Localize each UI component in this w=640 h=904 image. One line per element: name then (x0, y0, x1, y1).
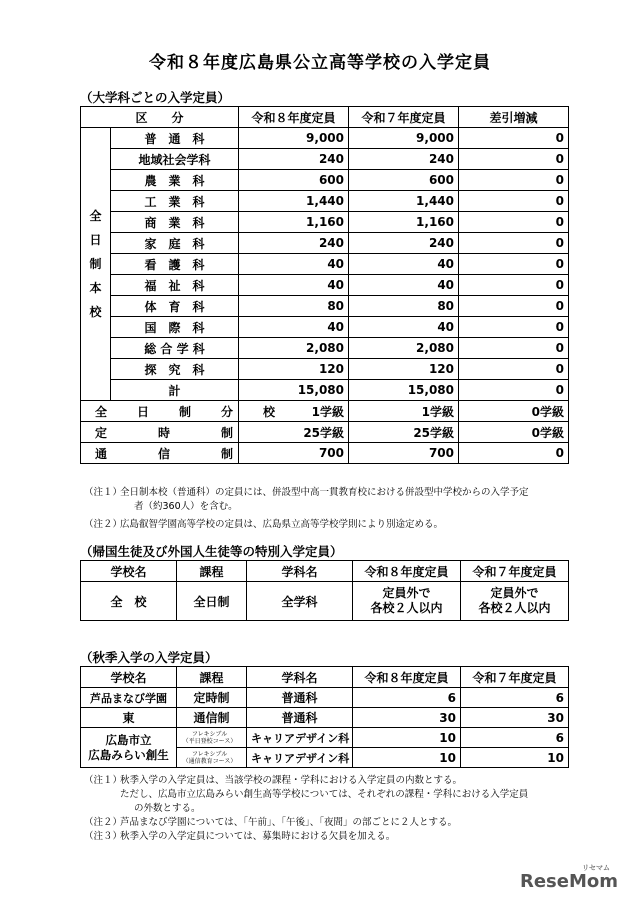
diff-value: 0 (459, 128, 569, 149)
note-text: 芦品まなび学園については、「午前」、「午後」、「夜間」の部ごとに２人とする。 (120, 817, 458, 828)
header-r7: 令和７年度定員 (461, 561, 569, 582)
r8-value: 120 (239, 359, 349, 380)
diff-value: 0 (459, 296, 569, 317)
dept-name: 探 究 科 (111, 359, 239, 380)
diff-value: 0 (459, 233, 569, 254)
diff-value: 0 (459, 317, 569, 338)
r8-value: 240 (239, 149, 349, 170)
autumn-capacity-table (80, 666, 569, 768)
note-text: ただし、広島市立広島みらい創生高等学校については、それぞれの課程・学科における入学定員 (120, 789, 529, 800)
diff-value: 0学級 (459, 422, 569, 443)
note-label: （注１） (84, 775, 123, 786)
r8-value: 80 (239, 296, 349, 317)
diff-value: 0 (459, 359, 569, 380)
table-row (81, 443, 569, 464)
school-name: 芦品まなび学園 (81, 688, 177, 708)
header-r8: 令和８年度定員 (353, 667, 461, 688)
logo-text: ReseMom (519, 871, 618, 892)
diff-value: 0 (459, 170, 569, 191)
r8-value: 40 (239, 317, 349, 338)
r7-value: 2,080 (349, 338, 459, 359)
special-capacity-table (80, 560, 569, 621)
diff-value: 0 (459, 443, 569, 464)
table-row (81, 708, 569, 728)
dept-name: 国 際 科 (111, 317, 239, 338)
dept-name: 商 業 科 (111, 212, 239, 233)
dept-name: 普 通 科 (111, 128, 239, 149)
table-row (81, 688, 569, 708)
table-row (81, 296, 569, 317)
table-header-row (81, 561, 569, 582)
dept-name: 定 時 制 (81, 422, 239, 443)
table-row (81, 191, 569, 212)
table-row (81, 212, 569, 233)
diff-value: 0 (459, 254, 569, 275)
table-header-row (81, 107, 569, 128)
dept-name: 計 (111, 380, 239, 401)
table-row (81, 317, 569, 338)
course-sub: フレキシブル （通信教育コース） (177, 748, 247, 768)
diff-value: 0学級 (459, 401, 569, 422)
table-row (81, 401, 569, 422)
course-sub: フレキシブル （平日登校コース） (177, 728, 247, 748)
table-row (81, 359, 569, 380)
school-name: 東 (81, 708, 177, 728)
header-school: 学校名 (81, 667, 177, 688)
dept-name: 農 業 科 (111, 170, 239, 191)
r8-value: 40 (239, 254, 349, 275)
r7-value: 6 (461, 688, 569, 708)
r7-value: 40 (349, 275, 459, 296)
capacity-table (80, 106, 569, 464)
note-label: （注２） (84, 817, 123, 828)
diff-value: 0 (459, 275, 569, 296)
header-dept: 学科名 (247, 667, 353, 688)
r7-value: 1,440 (349, 191, 459, 212)
header-r7: 令和７年度定員 (461, 667, 569, 688)
r7-value: 6 (461, 728, 569, 748)
section1-heading: （大学科ごとの入学定員） (80, 90, 231, 105)
table-row (81, 422, 569, 443)
dept-name: 家 庭 科 (111, 233, 239, 254)
note-text: 秋季入学の入学定員については、募集時における欠員を加える。 (120, 831, 396, 842)
table-row (81, 338, 569, 359)
r8-value: 700 (239, 443, 349, 464)
school-name: 全 校 (81, 582, 177, 621)
dept-name: 全学科 (247, 582, 353, 621)
r8-value: 6 (353, 688, 461, 708)
dept-name: 普通科 (247, 688, 353, 708)
group-label: 全 日 制 本 校 (81, 128, 111, 401)
note-text: 者（約360人）を含む。 (134, 501, 238, 512)
page-title: 令和８年度広島県公立高等学校の入学定員 (149, 53, 491, 73)
header-category: 区 分 (81, 107, 239, 128)
table-row (81, 728, 569, 748)
r7-value: 25学級 (349, 422, 459, 443)
school-name: 広島市立 広島みらい創生 (81, 728, 177, 768)
note-text: 広島叡智学園高等学校の定員は、広島県立高等学校学則により別途定める。 (120, 519, 444, 530)
r8-value: 40 (239, 275, 349, 296)
r8-value: 600 (239, 170, 349, 191)
r7-value: 1,160 (349, 212, 459, 233)
diff-value: 0 (459, 149, 569, 170)
header-school: 学校名 (81, 561, 177, 582)
r8-value: 15,080 (239, 380, 349, 401)
r8-value: 2,080 (239, 338, 349, 359)
header-diff: 差引増減 (459, 107, 569, 128)
section1-notes (84, 486, 584, 532)
dept-name: 地域社会学科 (111, 149, 239, 170)
note-text: の外数とする。 (134, 803, 201, 814)
header-course: 課程 (177, 561, 247, 582)
r7-value: 40 (349, 317, 459, 338)
header-dept: 学科名 (247, 561, 353, 582)
r7-value: 80 (349, 296, 459, 317)
diff-value: 0 (459, 212, 569, 233)
table-row (81, 275, 569, 296)
r7-value: 240 (349, 233, 459, 254)
note-label: （注２） (84, 519, 123, 530)
r7-value: 1学級 (349, 401, 459, 422)
dept-name: 普通科 (247, 708, 353, 728)
course: 通信制 (177, 708, 247, 728)
r7-value: 700 (349, 443, 459, 464)
logo-sub: リセマム (582, 864, 610, 872)
header-course: 課程 (177, 667, 247, 688)
course: 全日制 (177, 582, 247, 621)
table-row (81, 149, 569, 170)
diff-value: 0 (459, 338, 569, 359)
r7-value: 600 (349, 170, 459, 191)
note-label: （注３） (84, 831, 123, 842)
note-text: 全日制本校（普通科）の定員には、併設型中高一貫教育校における併設型中学校からの入学予定 (120, 487, 529, 498)
note-text: 秋季入学の入学定員は、当該学校の課程・学科における入学定員の内数とする。 (120, 775, 463, 786)
dept-name: 体 育 科 (111, 296, 239, 317)
dept-name: キャリアデザイン科 (247, 748, 353, 768)
diff-value: 0 (459, 380, 569, 401)
r7-value: 15,080 (349, 380, 459, 401)
table-row (81, 254, 569, 275)
r8-value: 定員外で 各校２人以内 (353, 582, 461, 621)
table-header-row (81, 667, 569, 688)
course: 定時制 (177, 688, 247, 708)
note-label: （注１） (84, 487, 123, 498)
r8-value: 9,000 (239, 128, 349, 149)
r7-value: 定員外で 各校２人以内 (461, 582, 569, 621)
r7-value: 240 (349, 149, 459, 170)
r7-value: 9,000 (349, 128, 459, 149)
r8-value: 30 (353, 708, 461, 728)
table-row-total (81, 380, 569, 401)
r8-value: 10 (353, 728, 461, 748)
section3-notes (84, 774, 584, 844)
table-row (81, 582, 569, 621)
dept-name: 総 合 学 科 (111, 338, 239, 359)
r7-value: 120 (349, 359, 459, 380)
dept-name: キャリアデザイン科 (247, 728, 353, 748)
table-row (81, 170, 569, 191)
dept-name: 福 祉 科 (111, 275, 239, 296)
dept-name: 通 信 制 (81, 443, 239, 464)
header-r8: 令和８年度定員 (353, 561, 461, 582)
section2-heading: （帰国生徒及び外国人生徒等の特別入学定員） (80, 544, 343, 559)
dept-name: 看 護 科 (111, 254, 239, 275)
diff-value: 0 (459, 191, 569, 212)
r7-value: 10 (461, 748, 569, 768)
r8-value: 1,440 (239, 191, 349, 212)
header-r8: 令和８年度定員 (239, 107, 349, 128)
table-row (81, 128, 569, 149)
dept-name: 工 業 科 (111, 191, 239, 212)
table-row (81, 233, 569, 254)
r7-value: 30 (461, 708, 569, 728)
section3-heading: （秋季入学の入学定員） (80, 650, 218, 665)
r8-value: 25学級 (239, 422, 349, 443)
dept-name: 全 日 制 分 校 (81, 401, 239, 422)
r8-value: 1学級 (239, 401, 349, 422)
header-r7: 令和７年度定員 (349, 107, 459, 128)
r8-value: 1,160 (239, 212, 349, 233)
r7-value: 40 (349, 254, 459, 275)
resemom-logo (519, 864, 618, 892)
r8-value: 10 (353, 748, 461, 768)
r8-value: 240 (239, 233, 349, 254)
